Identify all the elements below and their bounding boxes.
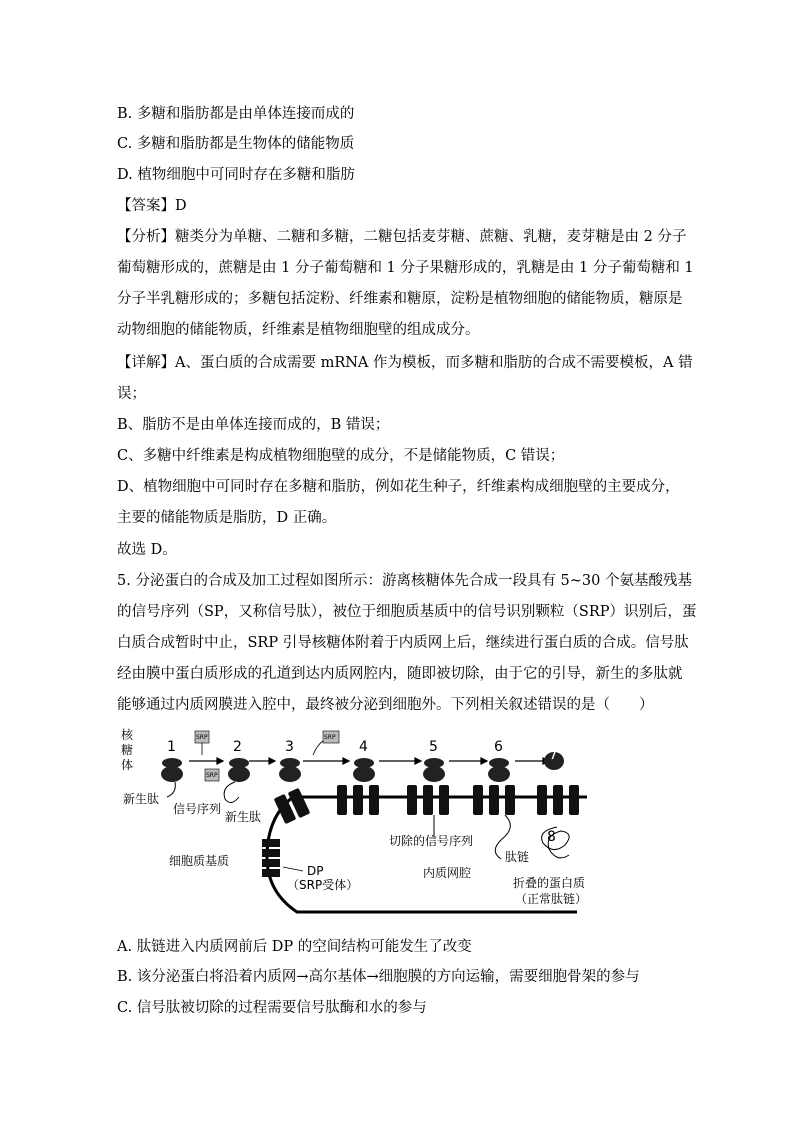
detail-line: C、多糖中纤维素是构成植物细胞壁的成分，不是储能物质，C 错误； [117, 448, 565, 464]
label-er-lumen: 内质网腔 [423, 866, 472, 880]
label-dp: DP [307, 864, 324, 878]
step-5: 5 [429, 739, 438, 755]
detail-line: 主要的储能物质是脂肪，D 正确。 [117, 510, 337, 526]
svg-text:SRP: SRP [196, 734, 208, 741]
option-a: A. 肽链进入内质网前后 DP 的空间结构可能发生了改变 [117, 939, 472, 955]
label-ribosome-1: 核 [121, 728, 134, 742]
option-c-prev: C. 多糖和脂肪都是生物体的储能物质 [117, 136, 355, 152]
option-b-prev: B. 多糖和脂肪都是由单体连接而成的 [117, 106, 355, 122]
question-line: 的信号序列（SP，又称信号肽），被位于细胞质基质中的信号识别颗粒（SRP）识别后，蛋 [117, 604, 697, 620]
svg-text:SRP: SRP [206, 772, 218, 779]
detail-line: 【详解】A、蛋白质的合成需要 mRNA 作为模板，而多糖和脂肪的合成不需要模板，A 错 [117, 355, 693, 371]
step-8: 8 [547, 829, 556, 845]
label-ribosome-2: 糖 [121, 743, 134, 757]
step-6: 6 [494, 739, 503, 755]
option-d-prev: D. 植物细胞中可同时存在多糖和脂肪 [117, 167, 355, 183]
label-srp-receptor: （SRP受体） [287, 878, 359, 892]
label-folded-protein: 折叠的蛋白质 [513, 876, 586, 890]
label-ribosome-3: 体 [121, 758, 134, 772]
label-normal-chain: （正常肽链） [515, 892, 588, 906]
question-line: 能够通过内质网膜进入腔中，最终被分泌到细胞外。下列相关叙述错误的是（ ） [117, 697, 654, 713]
srp-particle-released [313, 731, 339, 755]
step-2: 2 [233, 739, 242, 755]
label-peptide-chain: 肽链 [505, 850, 530, 864]
srp-particle-top [195, 731, 209, 755]
question-line: 经由膜中蛋白质形成的孔道到达内质网腔内，随即被切除，由于它的引导，新生的多肽就 [117, 666, 683, 682]
analysis-line: 【分析】糖类分为单糖、二糖和多糖，二糖包括麦芽糖、蔗糖、乳糖，麦芽糖是由 2 分子 [117, 229, 687, 245]
step-7: 7 [549, 747, 558, 763]
question-line: 5. 分泌蛋白的合成及加工过程如图所示：游离核糖体先合成一段具有 5~30 个氨基酸残基 [117, 573, 692, 589]
dp-receptor-icon [262, 839, 280, 877]
label-nascent-peptide-1: 新生肽 [123, 792, 160, 806]
label-nascent-peptide-2: 新生肽 [225, 810, 262, 824]
option-b: B. 该分泌蛋白将沿着内质网→高尔基体→细胞膜的方向运输，需要细胞骨架的参与 [117, 969, 640, 985]
detail-line: 误； [117, 386, 146, 402]
step-1: 1 [167, 739, 176, 755]
label-cytoplasm: 细胞质基质 [169, 854, 230, 868]
analysis-line: 动物细胞的储能物质，纤维素是植物细胞壁的组成成分。 [117, 322, 480, 338]
label-signal-sequence: 信号序列 [173, 802, 222, 816]
detail-line: B、脂肪不是由单体连接而成的，B 错误； [117, 417, 390, 433]
question-line: 白质合成暂时中止，SRP 引导核糖体附着于内质网上后，继续进行蛋白质的合成。信号肽 [117, 635, 689, 651]
label-cleaved-signal: 切除的信号序列 [389, 834, 474, 848]
step-4: 4 [359, 739, 368, 755]
analysis-line: 分子半乳糖形成的；多糖包括淀粉、纤维素和糖原，淀粉是植物细胞的储能物质，糖原是 [117, 291, 683, 307]
detail-line: 故选 D。 [117, 542, 177, 558]
ribosome-icon [161, 752, 564, 782]
detail-line: D、植物细胞中可同时存在多糖和脂肪，例如花生种子，纤维素构成细胞壁的主要成分， [117, 479, 680, 495]
secretory-protein-diagram [117, 727, 597, 927]
option-c: C. 信号肽被切除的过程需要信号肽酶和水的参与 [117, 1000, 427, 1016]
step-3: 3 [285, 739, 294, 755]
answer-line: 【答案】D [117, 198, 187, 214]
translocon-icon [274, 785, 579, 824]
analysis-line: 葡萄糖形成的，蔗糖是由 1 分子葡萄糖和 1 分子果糖形成的，乳糖是由 1 分子葡萄糖和 1 [117, 260, 694, 276]
svg-text:SRP: SRP [324, 734, 336, 741]
srp-particle-bound [205, 769, 219, 781]
